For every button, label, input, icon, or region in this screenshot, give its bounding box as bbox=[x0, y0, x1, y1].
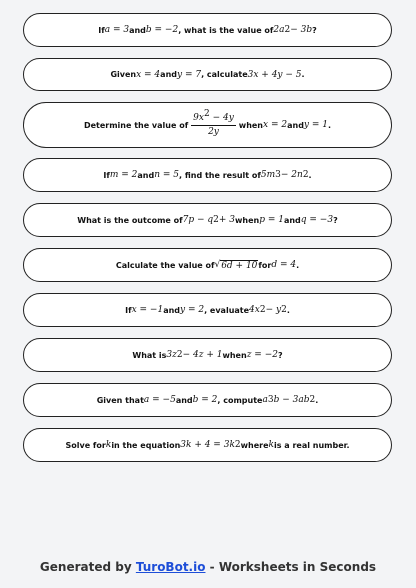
question-10: Solve for k in the equation 3k + 4 = 3k 2 where k is a real number. bbox=[23, 428, 392, 462]
footer bbox=[0, 560, 416, 574]
question-5: What is the outcome of 7p − q 2 + 3 when p = 1 and q = −3 ? bbox=[23, 203, 392, 237]
question-6: Calculate the value of √ 6d + 10 for d = 4 . bbox=[23, 248, 392, 282]
question-8: What is 3z 2 − 4z + 1 when z = −2 ? bbox=[23, 338, 392, 372]
question-4: If m = 2 and n = 5 , find the result of 5m 3 − 2n 2 . bbox=[23, 158, 392, 192]
sqrt-symbol: √ bbox=[214, 260, 221, 270]
question-1: If a = 3 and b = −2 , what is the value of 2a 2 − 3b ? bbox=[23, 13, 392, 47]
footer-prefix: Generated by bbox=[39, 560, 132, 574]
question-3: Determine the value of $\frac{9x^2 - 4y}{2y}$ when x = 2 and y = 1 . bbox=[23, 102, 392, 148]
turobot-link[interactable]: TuroBot.io bbox=[135, 560, 206, 574]
question-2: Given x = 4 and y = 7 , calculate 3x + 4y − 5 . bbox=[23, 58, 392, 91]
fraction: $\frac{9x^2 - 4y}{2y}$ bbox=[193, 109, 234, 137]
footer-suffix: - Worksheets in Seconds bbox=[209, 560, 377, 574]
question-7: If x = −1 and y = 2 , evaluate 4x 2 − y 2 . bbox=[23, 293, 392, 327]
question-9: Given that a = −5 and b = 2 , compute a 3 b − 3ab 2 . bbox=[23, 383, 392, 417]
